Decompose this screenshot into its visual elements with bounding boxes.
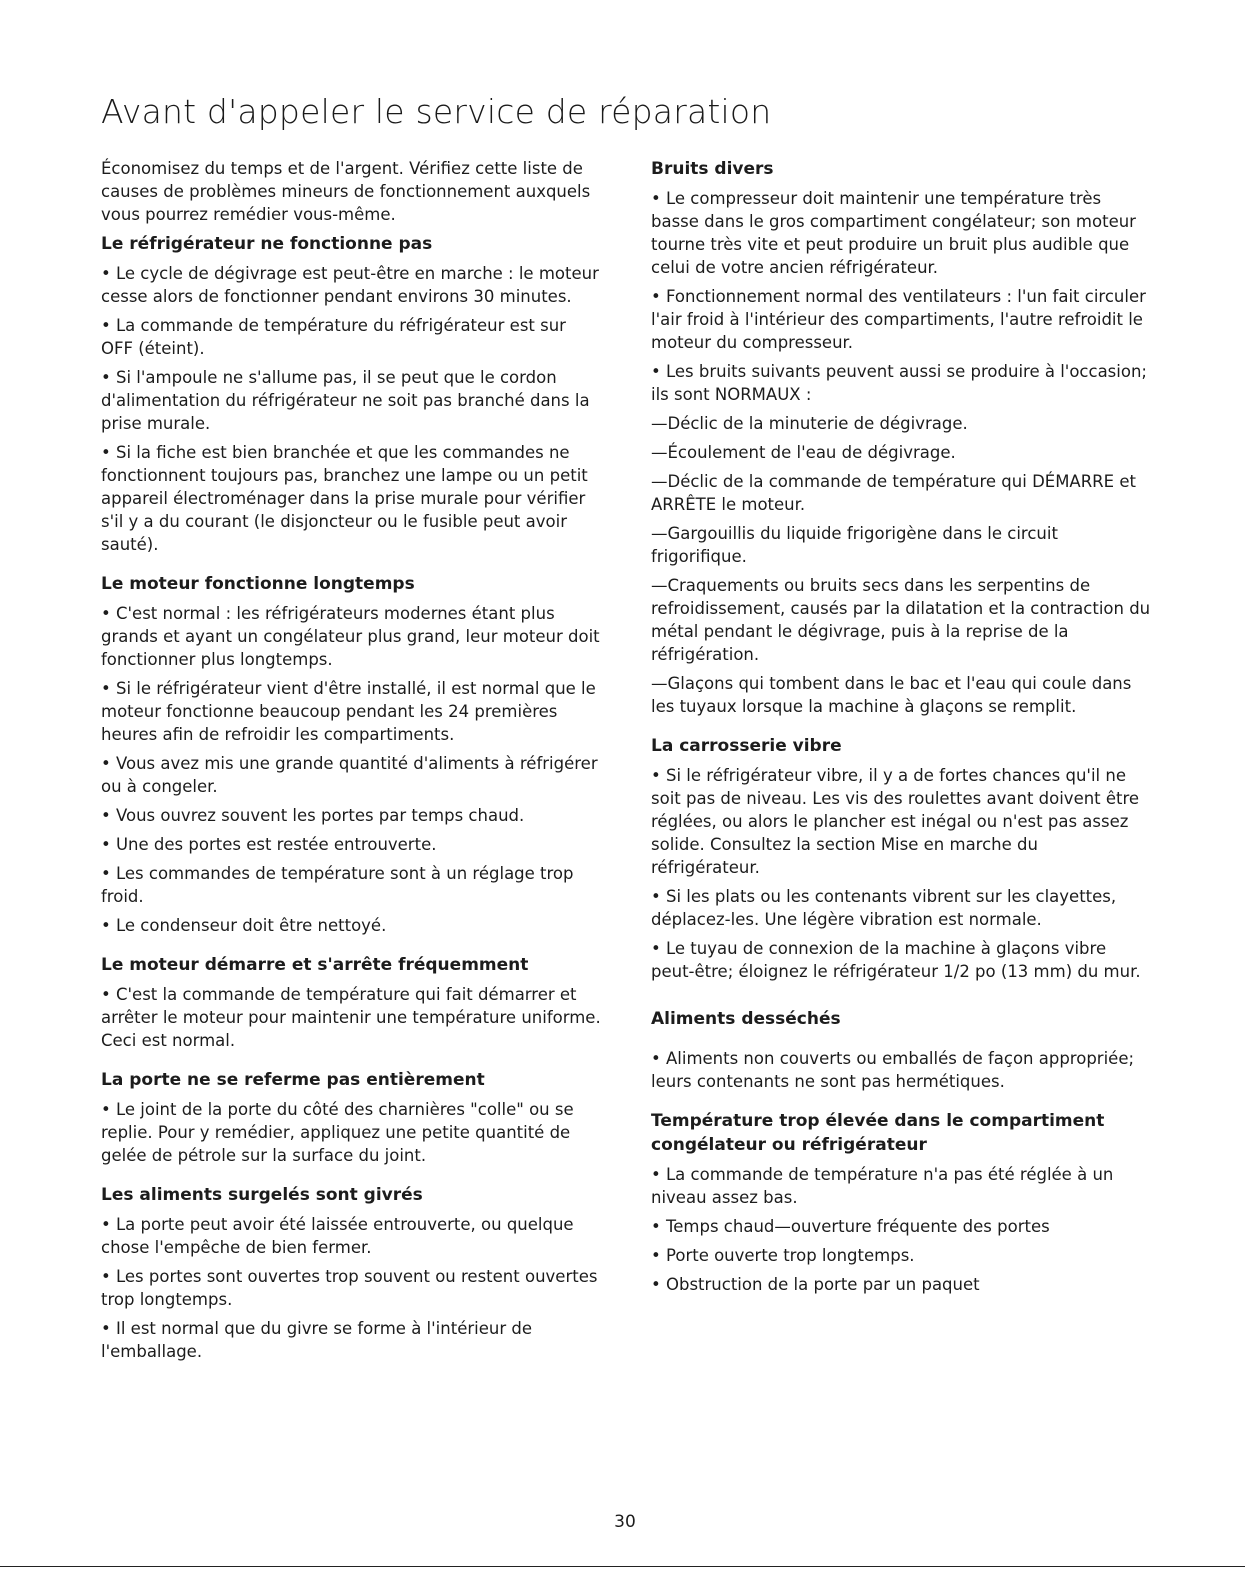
section-vibration [651, 734, 1151, 983]
section-heading: Le moteur fonctionne longtemps [101, 574, 415, 594]
list-item: • Les portes sont ouvertes trop souvent ou restent ouvertes trop longtemps. [101, 1265, 601, 1311]
list-item: • La commande de température n'a pas été réglée à un niveau assez bas. [651, 1163, 1151, 1209]
section-not-running [101, 232, 601, 556]
bottom-rule [0, 1566, 1245, 1567]
list-item: • Le compresseur doit maintenir une température très basse dans le gros compartiment congélateur; son moteur tourne très vite et peut produire un bruit plus audible que celui de votre ancien réfrigérateur. [651, 187, 1151, 279]
list-item: • C'est normal : les réfrigérateurs modernes étant plus grands et ayant un congélateur plus grand, leur moteur doit fonctionner plus longtemps. [101, 602, 601, 671]
list-item: • Le joint de la porte du côté des charnières "colle" ou se replie. Pour y remédier, appliquez une petite quantité de gelée de pétrole sur la surface du joint. [101, 1098, 601, 1167]
section-heading: Température trop élevée dans le compartiment congélateur ou réfrigérateur [651, 1111, 1105, 1155]
dash-item: —Déclic de la minuterie de dégivrage. [651, 414, 968, 433]
list-item: • La porte peut avoir été laissée entrouverte, ou quelque chose l'empêche de bien fermer. [101, 1213, 601, 1259]
list-item: • Le cycle de dégivrage est peut-être en marche : le moteur cesse alors de fonctionner pendant environs 30 minutes. [101, 262, 601, 308]
section-heading: La carrosserie vibre [651, 736, 842, 756]
dash-item: —Déclic de la commande de température qui DÉMARRE et ARRÊTE le moteur. [651, 472, 1136, 514]
dash-item: —Gargouillis du liquide frigorigène dans le circuit frigorifique. [651, 524, 1058, 566]
section-runs-long [101, 572, 601, 937]
list-item: • Vous avez mis une grande quantité d'aliments à réfrigérer ou à congeler. [101, 752, 601, 798]
list-item: • Aliments non couverts ou emballés de façon appropriée; leurs contenants ne sont pas hermétiques. [651, 1047, 1151, 1093]
page-number: 30 [614, 1512, 636, 1532]
list-item: • Si les plats ou les contenants vibrent sur les clayettes, déplacez-les. Une légère vibration est normale. [651, 885, 1151, 931]
section-starts-stops [101, 953, 601, 1052]
list-item: • Vous ouvrez souvent les portes par temps chaud. [101, 804, 601, 827]
intro-paragraph: Économisez du temps et de l'argent. Vérifiez cette liste de causes de problèmes mineurs de fonctionnement auxquels vous pourrez remédier vous-même. [101, 159, 591, 224]
list-item: • Si le réfrigérateur vibre, il y a de fortes chances qu'il ne soit pas de niveau. Les vis des roulettes avant doivent être réglées, ou alors le plancher est inégal ou n'est pas assez solide. Consultez la section Mise en marche du réfrigérateur. [651, 764, 1151, 879]
list-item: • Si la fiche est bien branchée et que les commandes ne fonctionnent toujours pas, branchez une lampe ou un petit appareil électroménager dans la prise murale pour vérifier s'il y a du courant (le disjoncteur ou le fusible peut avoir sauté). [101, 441, 601, 556]
list-item: • Temps chaud—ouverture fréquente des portes [651, 1215, 1151, 1238]
section-frost [101, 1183, 601, 1363]
list-item: • La commande de température du réfrigérateur est sur OFF (éteint). [101, 314, 601, 360]
section-door [101, 1068, 601, 1167]
list-item: • Les commandes de température sont à un réglage trop froid. [101, 862, 601, 908]
page-title: Avant d'appeler le service de réparation [101, 92, 772, 131]
list-item: • Si l'ampoule ne s'allume pas, il se peut que le cordon d'alimentation du réfrigérateur ne soit pas branché dans la prise murale. [101, 366, 601, 435]
right-column [651, 157, 1151, 1302]
section-dried-food [651, 1007, 1151, 1093]
section-heading: Les aliments surgelés sont givrés [101, 1185, 423, 1205]
section-heading: Le réfrigérateur ne fonctionne pas [101, 234, 433, 254]
section-heading: Le moteur démarre et s'arrête fréquemment [101, 955, 529, 975]
dash-item: —Écoulement de l'eau de dégivrage. [651, 443, 956, 462]
list-item: • C'est la commande de température qui fait démarrer et arrêter le moteur pour maintenir une température uniforme. Ceci est normal. [101, 983, 601, 1052]
list-item: • Le tuyau de connexion de la machine à glaçons vibre peut-être; éloignez le réfrigérateur 1/2 po (13 mm) du mur. [651, 937, 1151, 983]
list-item: • Il est normal que du givre se forme à l'intérieur de l'emballage. [101, 1317, 601, 1363]
dash-item: —Craquements ou bruits secs dans les serpentins de refroidissement, causés par la dilatation et la contraction du métal pendant le dégivrage, puis à la reprise de la réfrigération. [651, 576, 1151, 664]
list-item: • Le condenseur doit être nettoyé. [101, 914, 601, 937]
list-item: • Fonctionnement normal des ventilateurs : l'un fait circuler l'air froid à l'intérieur des compartiments, l'autre refroidit le moteur du compresseur. [651, 285, 1151, 354]
list-item: • Une des portes est restée entrouverte. [101, 833, 601, 856]
section-heading: Bruits divers [651, 159, 774, 179]
section-heading: La porte ne se referme pas entièrement [101, 1070, 485, 1090]
list-item: • Si le réfrigérateur vient d'être installé, il est normal que le moteur fonctionne beaucoup pendant les 24 premières heures afin de refroidir les compartiments. [101, 677, 601, 746]
section-heading: Aliments desséchés [651, 1009, 841, 1029]
section-temperature [651, 1109, 1151, 1296]
list-item: • Porte ouverte trop longtemps. [651, 1244, 1151, 1267]
list-item: • Les bruits suivants peuvent aussi se produire à l'occasion; ils sont NORMAUX : [651, 360, 1151, 406]
section-noises [651, 157, 1151, 718]
dash-item: —Glaçons qui tombent dans le bac et l'eau qui coule dans les tuyaux lorsque la machine à glaçons se remplit. [651, 674, 1132, 716]
list-item: • Obstruction de la porte par un paquet [651, 1273, 1151, 1296]
left-column [101, 157, 601, 1369]
